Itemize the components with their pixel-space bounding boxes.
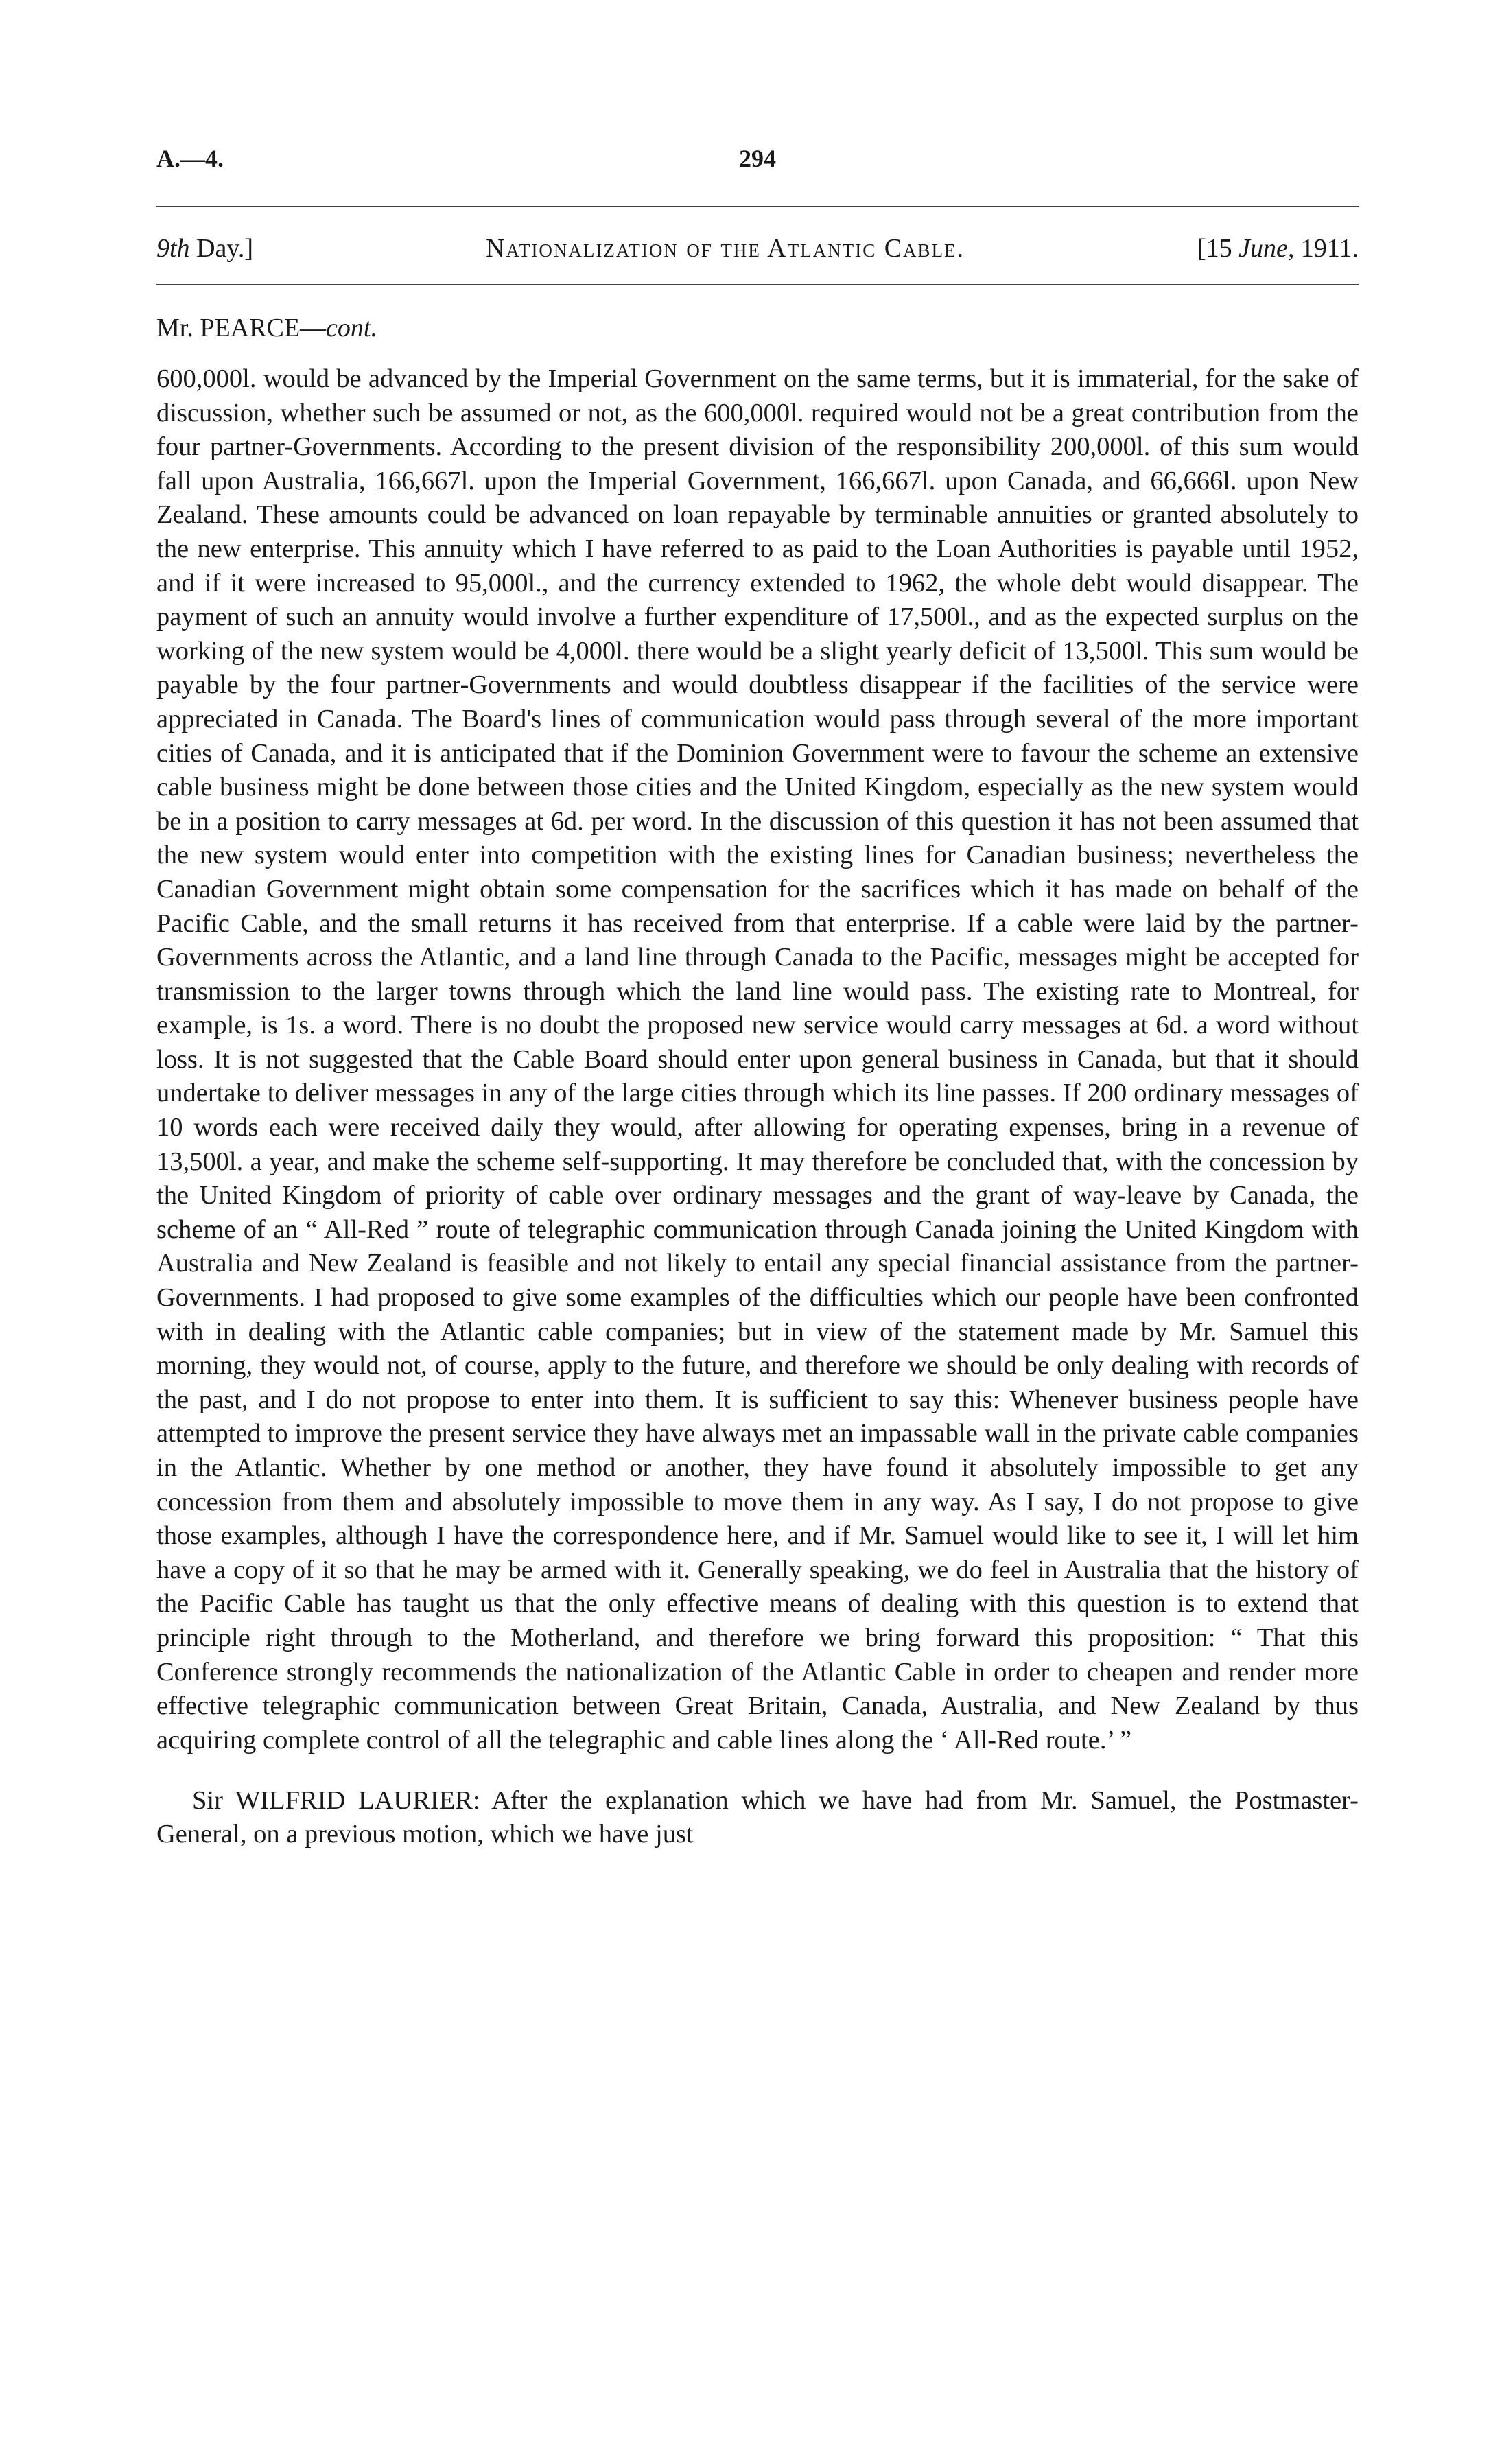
- speech-paragraph: 600,000l. would be advanced by the Imperial Government on the same terms, but it is immaterial, for the sake of discussion, whether such be assumed or not, as the 600,000l. required would not be a great contribution from the four partner-Governments. According to the present division of the responsibility 200,000l. of this sum would fall upon Australia, 166,667l. upon the Imperial Government, 166,667l. upon Canada, and 66,666l. upon New Zealand. These amounts could be advanced on loan repayable by terminable annuities or granted absolutely to the new enterprise. This annuity which I have referred to as paid to the Loan Authorities is payable until 1952, and if it were increased to 95,000l., and the currency extended to 1962, the whole debt would disappear. The payment of such an annuity would involve a further expenditure of 17,500l., and as the expected surplus on the working of the new system would be 4,000l. there would be a slight yearly deficit of 13,500l. This sum would be payable by the four partner-Governments and would doubtless disappear if the facilities of the service were appreciated in Canada. The Board's lines of communication would pass through several of the more important cities of Canada, and it is anticipated that if the Dominion Government were to favour the scheme an extensive cable business might be done between those cities and the United Kingdom, especially as the new system would be in a position to carry messages at 6d. per word. In the discussion of this question it has not been assumed that the new system would enter into competition with the existing lines for Canadian business; nevertheless the Canadian Government might obtain some compensation for the sacrifices which it has made on behalf of the Pacific Cable, and the small returns it has received from that enterprise. If a cable were laid by the partner-Governments across the Atlantic, and a land line through Canada to the Pacific, messages might be accepted for transmission to the larger towns through which the land line would pass. The existing rate to Montreal, for example, is 1s. a word. There is no doubt the proposed new service would carry messages at 6d. a word without loss. It is not suggested that the Cable Board should enter upon general business in Canada, but that it should undertake to deliver messages in any of the large cities through which its line passes. If 200 ordinary messages of 10 words each were received daily they would, after allowing for operating expenses, bring in a revenue of 13,500l. a year, and make the scheme self-supporting. It may therefore be concluded that, with the concession by the United Kingdom of priority of cable over ordinary messages and the grant of way-leave by Canada, the scheme of an “ All-Red ” route of telegraphic communication through Canada joining the United Kingdom with Australia and New Zealand is feasible and not likely to entail any special financial assistance from the partner-Governments. I had proposed to give some examples of the difficulties which our people have been confronted with in dealing with the Atlantic cable companies; but in view of the statement made by Mr. Samuel this morning, they would not, of course, apply to the future, and therefore we should be only dealing with records of the past, and I do not propose to enter into them. It is sufficient to say this: Whenever business people have attempted to improve the present service they have always met an impassable wall in the private cable companies in the Atlantic. Whether by one method or another, they have found it absolutely impossible to get any concession from them and absolutely impossible to move them in any way. As I say, I do not propose to give those examples, although I have the correspondence here, and if Mr. Samuel would like to see it, I will let him have a copy of it so that he may be armed with it. Generally speaking, we do feel in Australia that the history of the Pacific Cable has taught us that the only effective means of dealing with this question is to extend that principle right through to the Motherland, and therefore we bring forward this proposition: “ That this Conference strongly recommends the nationalization of the Atlantic Cable in order to cheapen and render more effective telegraphic communication between Great Britain, Canada, Australia, and New Zealand by thus acquiring complete control of all the telegraphic and cable lines along the ‘ All-Red route.’ ”: [156, 364, 1359, 1755]
- header-rule-bottom: [156, 284, 1359, 285]
- running-head-day: [156, 233, 253, 263]
- running-head-date: [1197, 233, 1359, 263]
- continued-marker: cont.: [326, 314, 377, 342]
- document-reference: A.—4.: [156, 145, 224, 172]
- day-word: Day.]: [196, 234, 254, 263]
- date-day: [15: [1197, 234, 1232, 263]
- date-year: 1911.: [1300, 234, 1359, 263]
- running-head: [156, 207, 1359, 284]
- speaker-continued: [156, 313, 1359, 343]
- speaker-name-laurier: Sir WILFRID LAURIER:: [192, 1785, 480, 1815]
- date-month: June,: [1238, 234, 1295, 263]
- day-number: 9th: [156, 234, 190, 263]
- running-head-title: Nationalization of the Atlantic Cable.: [486, 234, 965, 263]
- page-top-line: [156, 144, 1359, 185]
- speech-text-laurier: After the explanation which we have had from Mr. Samuel, the Postmaster-General, on a previous motion, which we have just: [156, 1785, 1359, 1849]
- document-page: [156, 144, 1359, 1879]
- speaker-name: Mr. PEARCE—: [156, 314, 327, 342]
- speech-paragraph-laurier: [156, 1784, 1359, 1852]
- page-number: 294: [739, 145, 776, 172]
